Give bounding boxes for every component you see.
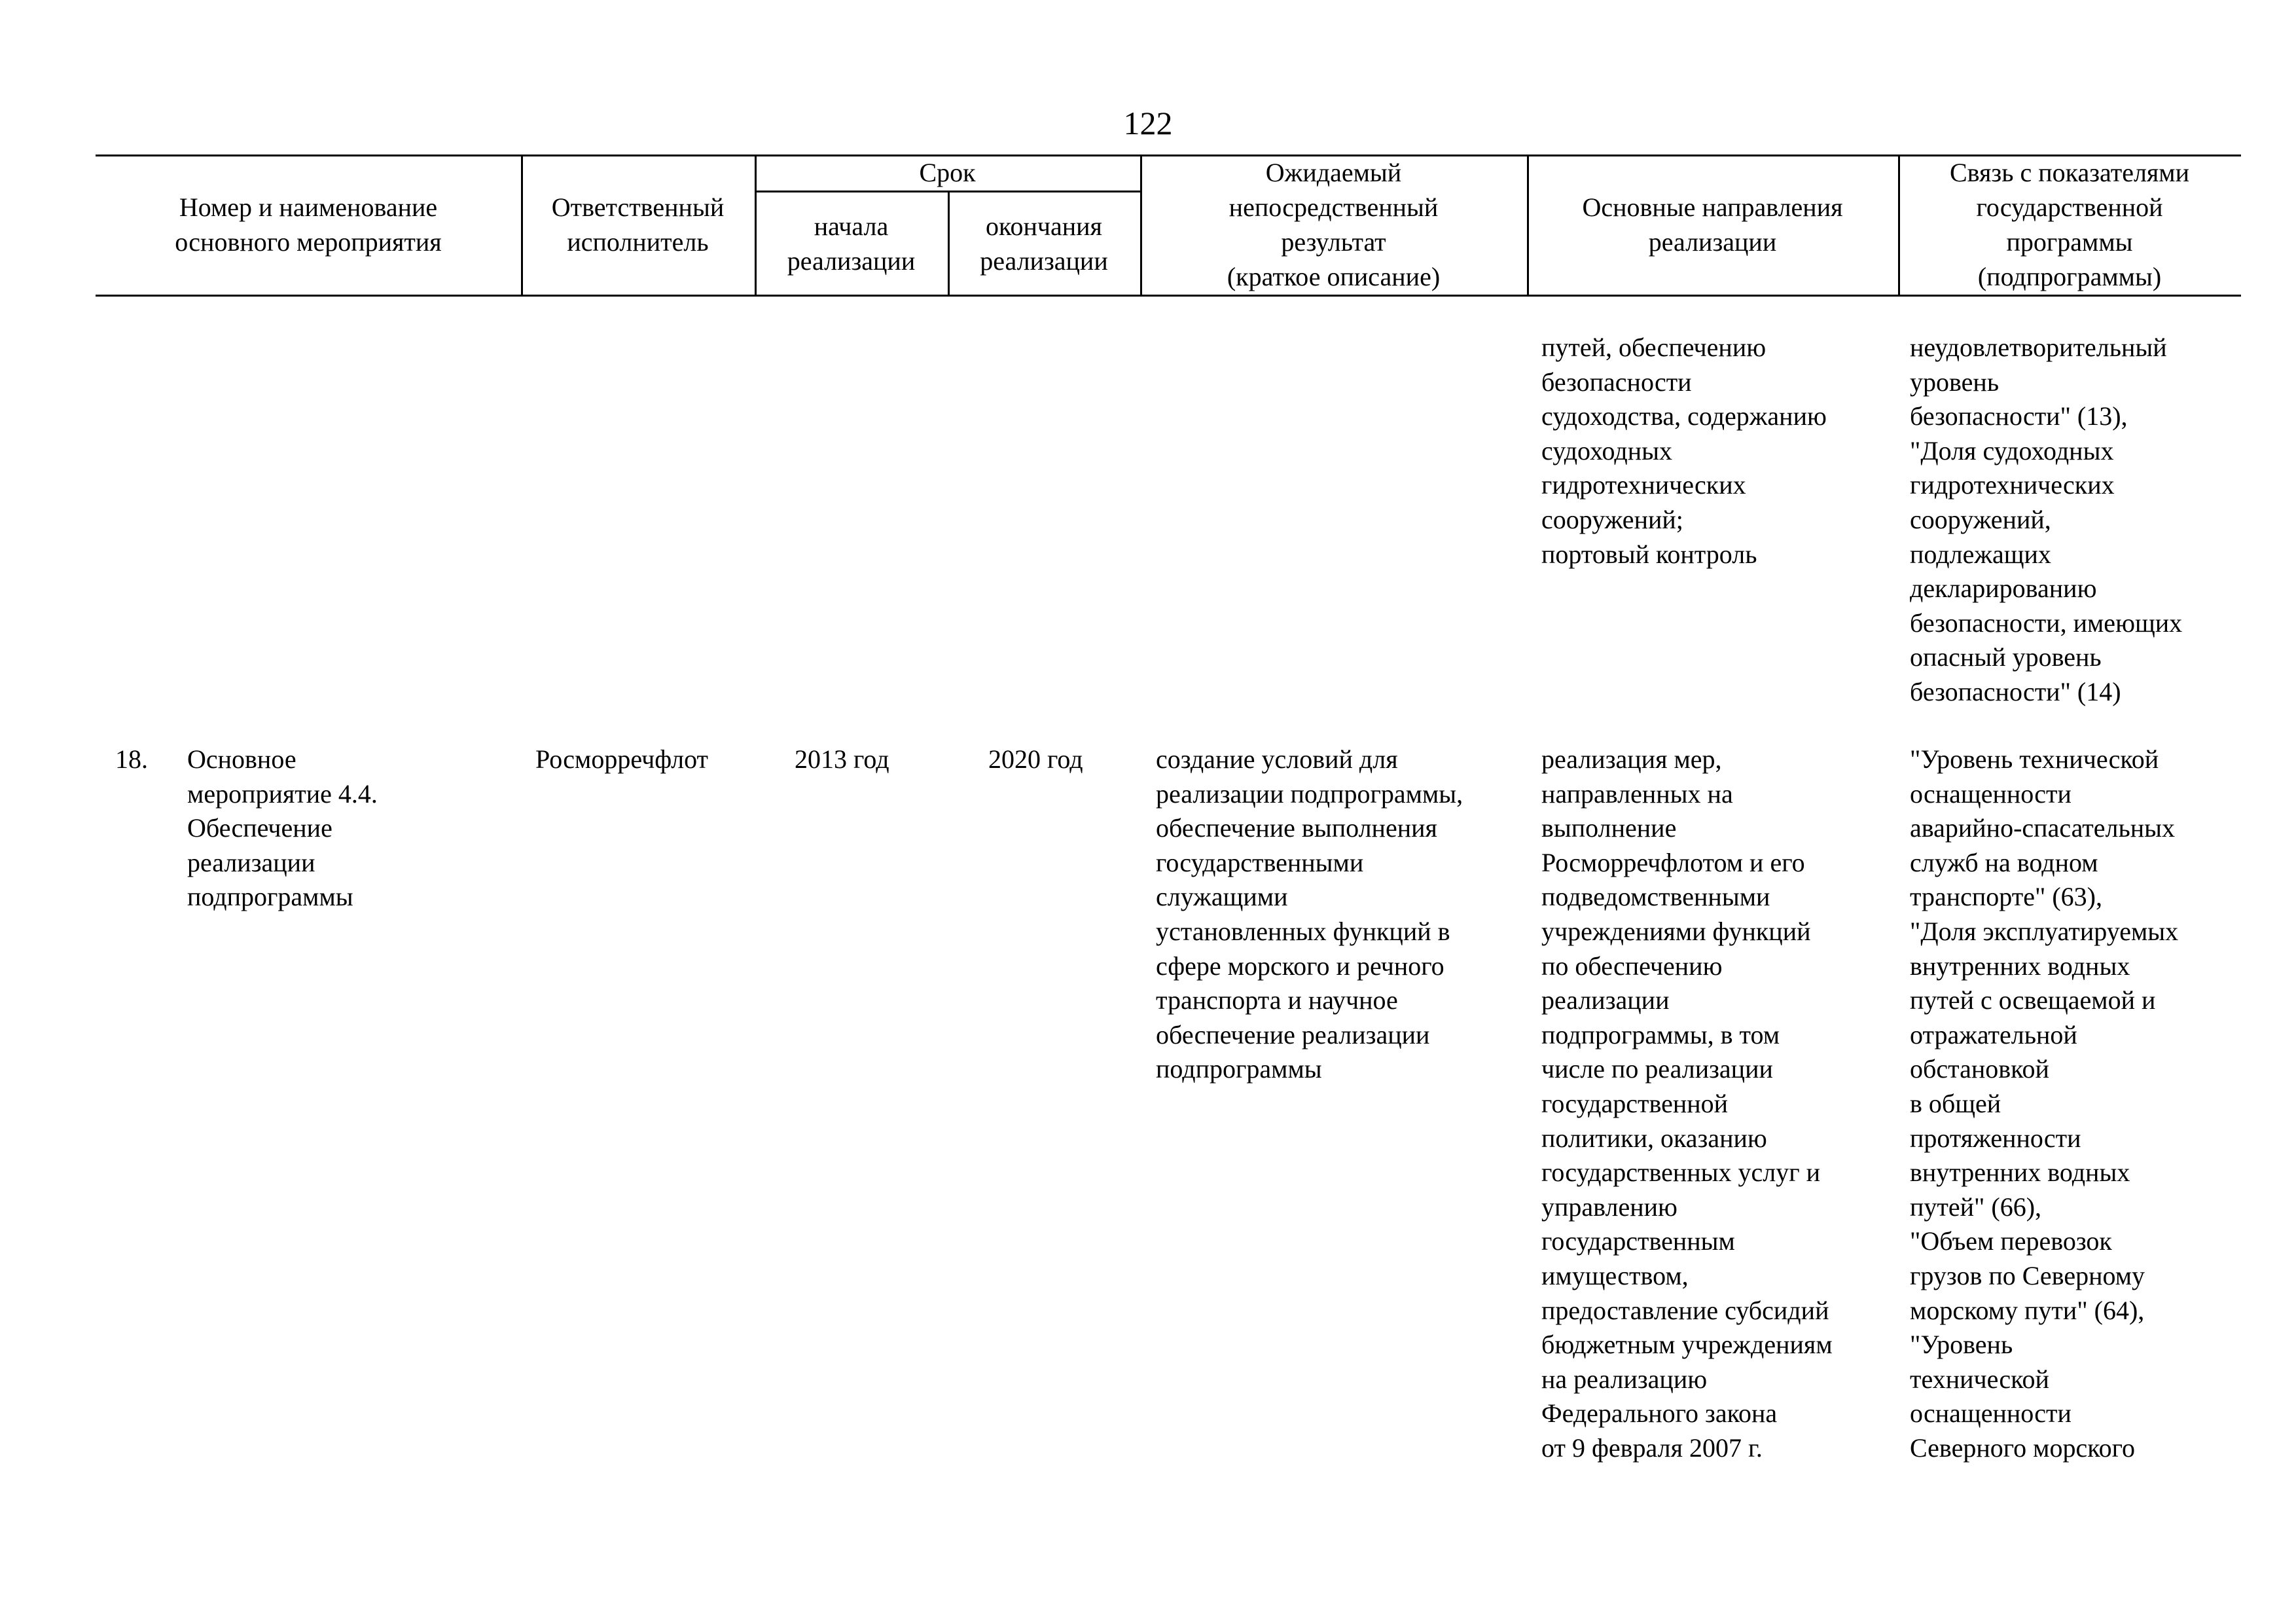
header-event-name: Номер и наименование основного мероприятия [175, 192, 442, 257]
row-start-year: 2013 год [795, 744, 889, 774]
row-indicators: "Уровень технической оснащенности аварийно-спасательных служб на водном транспорте" (63), "Доля эксплуатируемых внутренних водных путей с освещаемой и отражательной обстановкой в общей протяженности внутренних водных путей" (66), "Объем перевозок грузов по Северному морскому пути" (64), "Уровень технической оснащенности Северного морского [1910, 744, 2179, 1463]
page-number: 122 [1123, 105, 1173, 141]
header-start: начала реализации [787, 211, 916, 276]
header-expected-result: Ожидаемый непосредственный результат (краткое описание) [1227, 158, 1441, 291]
header-end: окончания реализации [980, 211, 1108, 276]
row-end-year: 2020 год [988, 744, 1083, 774]
row-expected-result: создание условий для реализации подпрограммы, обеспечение выполнения государственными служащими установленных функций в сфере морского и речного транспорта и научное обеспечение реализации подпрограммы [1156, 744, 1463, 1084]
header-indicators: Связь с показателями государственной программы (подпрограммы) [1949, 158, 2190, 291]
row-executor: Росморречфлот [535, 744, 709, 774]
continuation-directions: путей, обеспечению безопасности судоходства, содержанию судоходных гидротехнических сооружений; портовый контроль [1541, 333, 1827, 569]
header-directions: Основные направления реализации [1582, 192, 1843, 257]
row-number: 18. [115, 744, 148, 774]
header-executor: Ответственный исполнитель [551, 192, 725, 257]
continuation-indicators: неудовлетворительный уровень безопасности" (13), "Доля судоходных гидротехнических сооружений, подлежащих декларированию безопасности, имеющих опасный уровень безопасности" (14) [1910, 333, 2183, 706]
header-bottom-rule [96, 295, 2241, 297]
header-srok: Срок [919, 158, 976, 187]
row-event-name: Основное мероприятие 4.4. Обеспечение реализации подпрограммы [187, 744, 378, 912]
row-directions: реализация мер, направленных на выполнение Росморречфлотом и его подведомственными учреждениями функций по обеспечению реализации подпрограммы, в том числе по реализации государственной политики, оказанию государственных услуг и управлению государственным имуществом, предоставление субсидий бюджетным учреждениям на реализацию Федерального закона от 9 февраля 2007 г. [1541, 744, 1833, 1463]
